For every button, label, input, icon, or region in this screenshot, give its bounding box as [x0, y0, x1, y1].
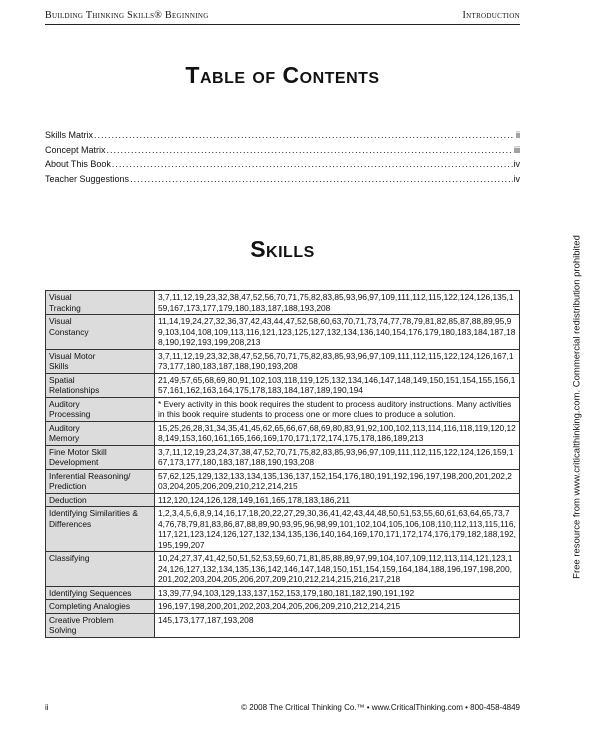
table-row: [46, 421, 520, 445]
toc-title: Table of Contents: [185, 62, 380, 88]
sidebar-notice-text: Free resource from www.criticalthinking.com. Commercial redistribution prohibited: [571, 235, 583, 579]
skill-name-cell: Deduction: [46, 493, 155, 507]
skill-name-cell: Spatial Relationships: [46, 373, 155, 397]
toc-leader-dots: [112, 159, 513, 169]
skill-pages-cell: 57,62,125,129,132,133,134,135,136,137,152,154,176,180,191,192,196,197,198,200,201,202,203,204,205,206,209,210,212,214,215: [155, 469, 520, 493]
toc-entry: [45, 145, 520, 160]
skill-name-cell: Fine Motor Skill Development: [46, 445, 155, 469]
skill-pages-cell: 3,7,11,12,19,23,32,38,47,52,56,70,71,75,82,83,85,93,96,97,109,111,112,115,122,124,126,167,173,177,180,183,187,188,190,193,208: [155, 349, 520, 373]
table-row: [46, 445, 520, 469]
skill-name-cell: Visual Tracking: [46, 291, 155, 315]
table-row: [46, 507, 520, 552]
section-name: Introduction: [462, 10, 520, 21]
skill-pages-cell: 196,197,198,200,201,202,203,204,205,206,209,210,212,214,215: [155, 600, 520, 614]
table-row: [46, 493, 520, 507]
book-title: Building Thinking Skills® Beginning: [45, 10, 209, 21]
table-row: [46, 469, 520, 493]
page-footer: [45, 703, 520, 715]
toc-entry: [45, 174, 520, 189]
table-row: [46, 586, 520, 600]
skill-name-cell: Inferential Reasoning/ Prediction: [46, 469, 155, 493]
skill-name-cell: Identifying Sequences: [46, 586, 155, 600]
skill-name-cell: Identifying Similarities & Differences: [46, 507, 155, 552]
toc-entry: [45, 159, 520, 174]
table-row: [46, 315, 520, 350]
skill-pages-cell: 21,49,57,65,68,69,80,91,102,103,118,119,125,132,134,146,147,148,149,150,151,154,155,156,157,161,162,163,164,175,178,183,184,187,189,190,194: [155, 373, 520, 397]
sidebar-notice: [568, 172, 586, 642]
skill-pages-cell: 145,173,177,187,193,208: [155, 613, 520, 637]
toc-entry-page: iv: [513, 159, 520, 169]
skill-pages-cell: * Every activity in this book requires the student to process auditory instructions. Many activities in this book require students to process one or more clues to produce a solution.: [155, 397, 520, 421]
table-row: [46, 613, 520, 637]
page-number: ii: [45, 703, 49, 712]
skill-pages-cell: 1,2,3,4,5,6,8,9,14,16,17,18,20,22,27,29,30,36,41,42,43,44,48,50,51,53,55,60,61,63,64,65,73,74,76,78,79,81,83,86,87,88,89,90,93,95,96,98,99,101,102,104,105,106,108,110,112,113,115,116,117,121,123,124,126,127,132,134,135,136,140,164,169,170,171,172,174,176,179,182,188,192,195,199,207: [155, 507, 520, 552]
toc-entry-page: iii: [514, 144, 520, 155]
skills-title: Skills: [250, 236, 315, 262]
skills-table-body: [46, 291, 520, 638]
skill-pages-cell: 3,7,11,12,19,23,32,38,47,52,56,70,71,75,82,83,85,93,96,97,109,111,112,115,122,124,126,135,159,167,173,177,179,180,183,187,188,193,208: [155, 291, 520, 315]
running-header: [45, 10, 520, 24]
toc-list: [45, 130, 520, 188]
toc-entry-label: About This Book: [45, 159, 111, 169]
skill-name-cell: Visual Constancy: [46, 315, 155, 350]
skill-name-cell: Auditory Memory: [46, 421, 155, 445]
skill-name-cell: Completing Analogies: [46, 600, 155, 614]
toc-leader-dots: [94, 130, 515, 140]
toc-entry-label: Skills Matrix: [45, 130, 94, 140]
table-row: [46, 349, 520, 373]
footer-credit: © 2008 The Critical Thinking Co.™ • www.CriticalThinking.com • 800-458-4849: [241, 703, 520, 712]
table-row: [46, 373, 520, 397]
toc-entry-page: ii: [516, 130, 520, 140]
skill-name-cell: Classifying: [46, 552, 155, 587]
toc-entry-page: iv: [513, 173, 520, 184]
toc-entry-label: Teacher Suggestions: [45, 173, 130, 184]
skill-pages-cell: 3,7,11,12,19,23,24,37,38,47,52,70,71,75,82,83,85,93,96,97,109,111,112,115,122,124,126,159,167,173,177,180,183,187,188,190,193,208: [155, 445, 520, 469]
toc-entry: [45, 130, 520, 145]
skill-pages-cell: 112,120,124,126,128,149,161,165,178,183,186,211: [155, 493, 520, 507]
table-row: [46, 291, 520, 315]
skills-table: [45, 290, 520, 638]
table-row: [46, 397, 520, 421]
toc-leader-dots: [130, 174, 512, 184]
skill-name-cell: Visual Motor Skills: [46, 349, 155, 373]
skill-pages-cell: 13,39,77,94,103,129,133,137,152,153,179,180,181,182,190,191,192: [155, 586, 520, 600]
skill-name-cell: Creative Problem Solving: [46, 613, 155, 637]
toc-entry-label: Concept Matrix: [45, 144, 106, 155]
header-rule: [45, 24, 520, 25]
skill-name-cell: Auditory Processing: [46, 397, 155, 421]
skill-pages-cell: 11,14,19,24,27,32,36,37,42,43,44,47,52,58,60,63,70,71,73,74,77,78,79,81,82,85,87,88,89,95,99,103,104,108,109,113,116,121,123,125,127,132,134,136,140,154,176,179,180,183,184,187,188,190,192,193,199,208,213: [155, 315, 520, 350]
toc-leader-dots: [107, 145, 513, 155]
skill-pages-cell: 10,24,27,37,41,42,50,51,52,53,59,60,71,81,85,88,89,97,99,104,107,109,112,113,114,121,123,124,126,127,132,134,135,136,142,146,147,148,150,151,154,159,164,184,188,196,197,198,200,201,202,203,204,205,206,207,209,210,212,214,215,216,217,218: [155, 552, 520, 587]
table-row: [46, 552, 520, 587]
skill-pages-cell: 15,25,26,28,31,34,35,41,45,62,65,66,67,68,69,80,83,91,92,100,102,113,114,116,118,119,120,128,149,153,160,161,165,166,169,170,171,172,174,175,178,186,189,213: [155, 421, 520, 445]
table-row: [46, 600, 520, 614]
